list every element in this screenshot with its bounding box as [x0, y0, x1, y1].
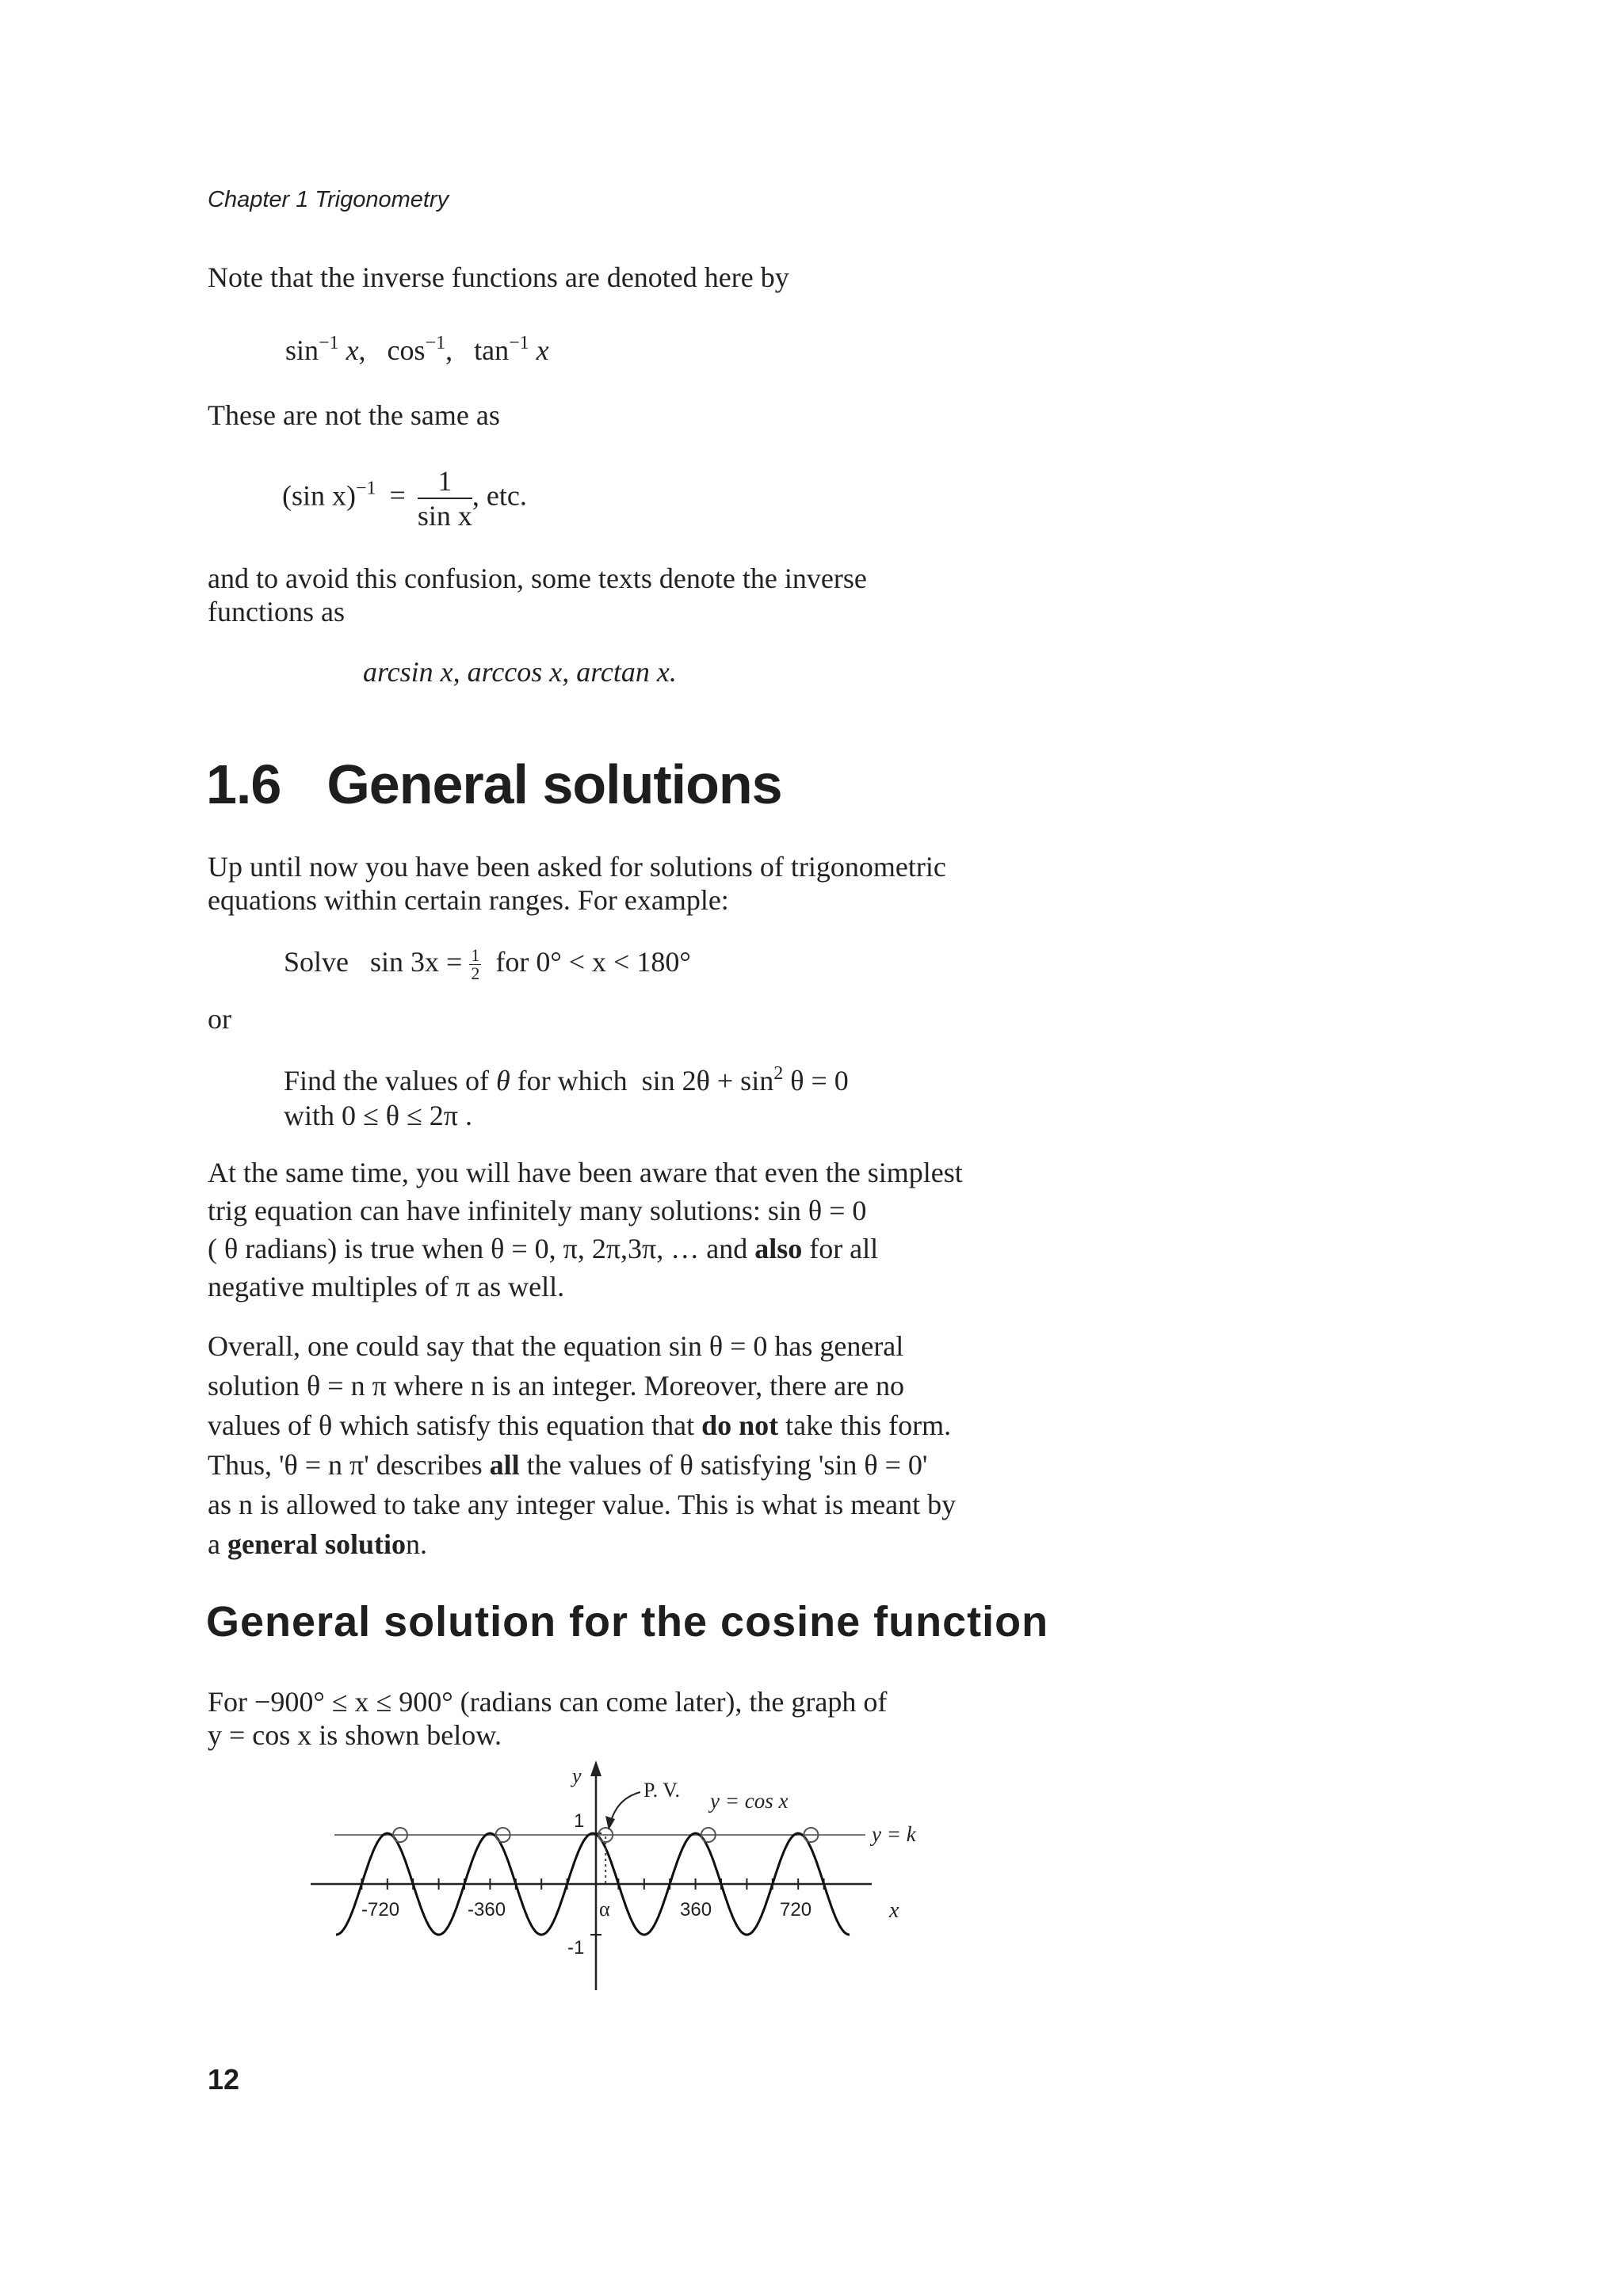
section-title: General solutions [327, 753, 782, 815]
x-tick-label-720: 720 [780, 1899, 812, 1920]
simplest-equation-paragraph: At the same time, you will have been aware that even the simplest trig equation can have infinitely many solutions: sin θ = 0 ( θ radians) is true when θ = 0, π, 2π,3π, … and also for all negative multiples of π as well. [208, 1157, 963, 1302]
y-axis-arrowhead [590, 1760, 601, 1776]
x-axis-label: x [889, 1898, 899, 1923]
example-solve: Solve sin 3x = $\frac{1}{2}$ for 0° < x < 180° [284, 945, 691, 984]
or-text: or [208, 1003, 231, 1035]
inverse-notation-list: $\sin^{-1} x$, $\cos^{-1}$, $\tan^{-1} x$ [285, 333, 549, 366]
avoid-confusion-paragraph: and to avoid this confusion, some texts denote the inverse functions as [208, 563, 867, 627]
x-tick-label-alpha: α [599, 1897, 610, 1920]
not-same-paragraph: These are not the same as [208, 399, 500, 431]
arc-notation-list: arcsin x, arccos x, arctan x. [363, 656, 677, 688]
y-tick-label-minus-1: -1 [567, 1937, 585, 1958]
running-head: Chapter 1 Trigonometry [208, 187, 449, 212]
k-line-label: y = k [872, 1822, 916, 1846]
cosine-intro-paragraph: For −900° ≤ x ≤ 900° (radians can come later), the graph of y = cos x is shown below. [208, 1686, 888, 1751]
x-tick-label-minus-360: -360 [468, 1899, 506, 1920]
example-find-values: Find the values of θ for which $\sin 2\theta + \sin^2 \theta = 0$ with 0 ≤ θ ≤ 2π . [284, 1063, 849, 1131]
page-number: 12 [208, 2063, 240, 2096]
section-number: 1.6 [206, 753, 281, 815]
x-tick-label-minus-720: -720 [361, 1899, 400, 1920]
subsection-heading: General solution for the cosine function [206, 1598, 1049, 1646]
section-intro-paragraph: Up until now you have been asked for solutions of trigonometric equations within certain ranges. For example: [208, 851, 946, 916]
curve-label: y = cos x [710, 1789, 789, 1813]
x-tick-label-360: 360 [680, 1899, 712, 1920]
y-axis-label: y [572, 1764, 582, 1787]
general-solution-paragraph: Overall, one could say that the equation sin θ = 0 has general solution θ = n π where n is an integer. Moreover, there are no values of θ which satisfy this equation that do not take this form. Thus, 'θ = n π' describes all the values of θ satisfying 'sin θ = 0' as n is allowed to take any integer value. This is what is meant by a general solution. [208, 1330, 957, 1560]
pv-label: P. V. [643, 1779, 681, 1802]
note-paragraph: Note that the inverse functions are denoted here by [208, 261, 789, 293]
y-tick-label-1: 1 [574, 1810, 585, 1832]
reciprocal-formula: (sin x)$^{-1}$ = $\frac{1}{\text{sin x}}$ , etc. [282, 465, 527, 532]
